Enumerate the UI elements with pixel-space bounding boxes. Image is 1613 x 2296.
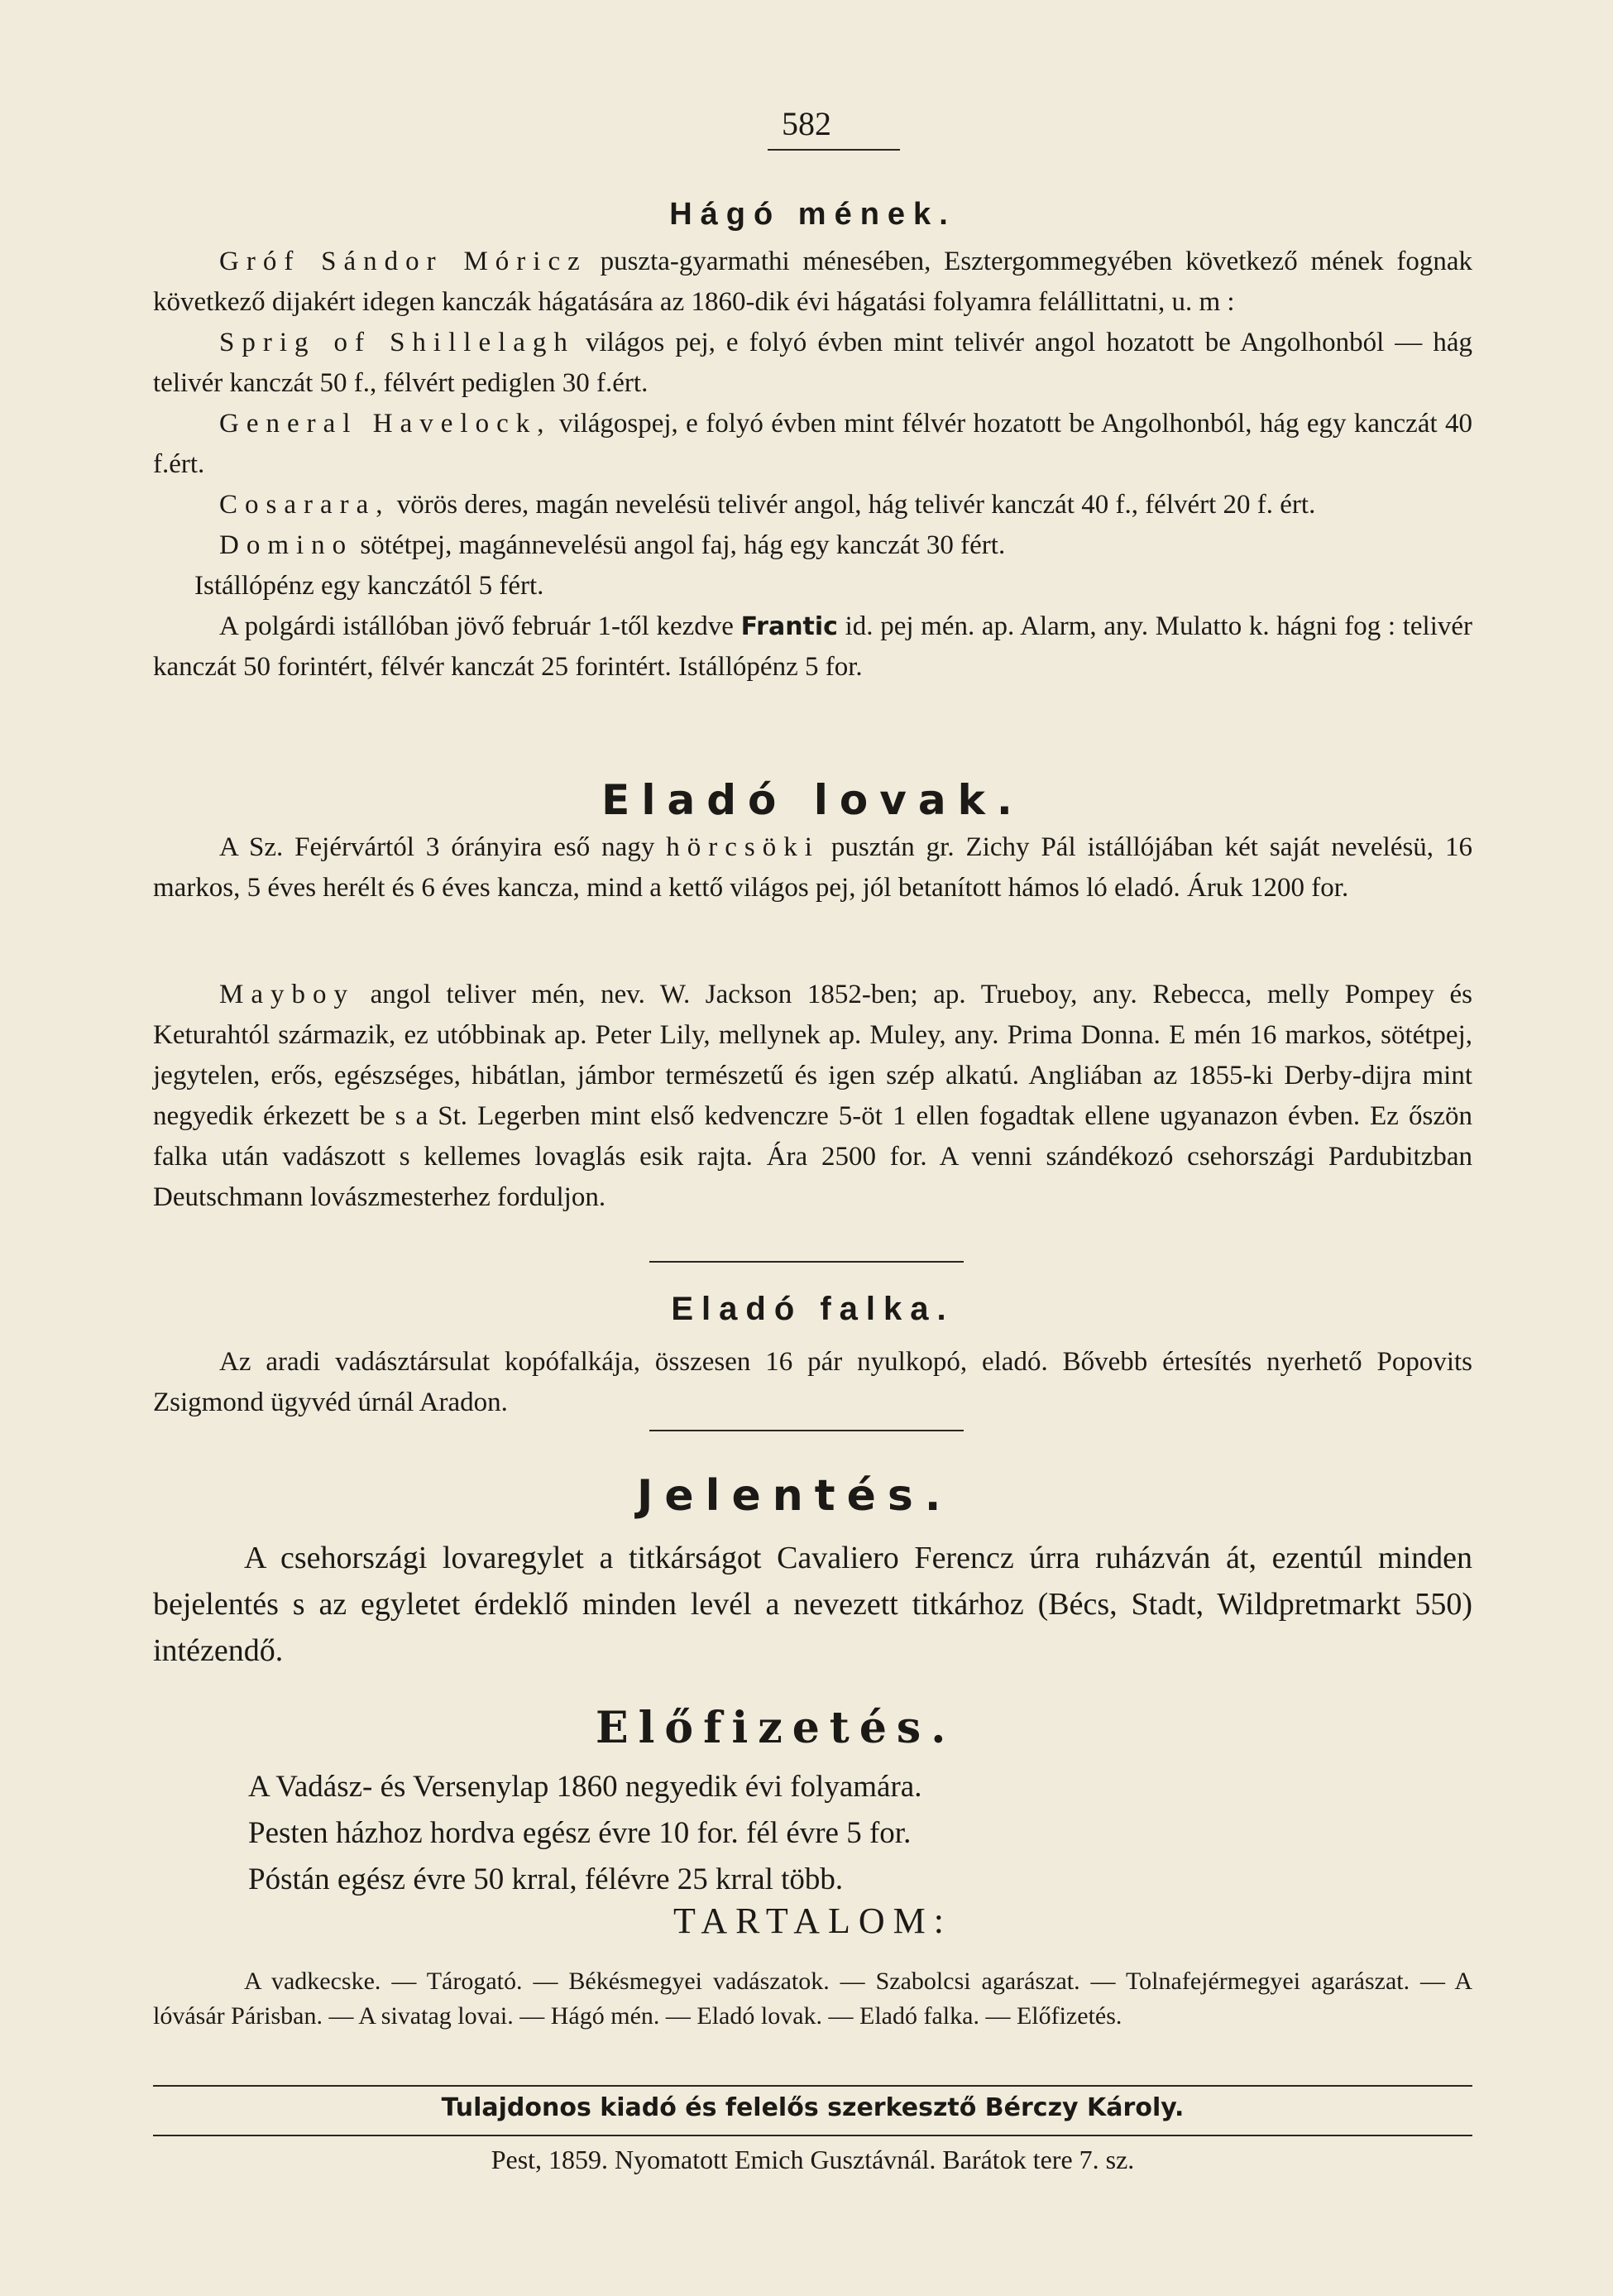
elofizetes-line-3: Póstán egész évre 50 krral, félévre 25 krral több. bbox=[248, 1862, 844, 1896]
lovak-notice-mayboy bbox=[153, 975, 1472, 1218]
horse-name: Mayboy bbox=[219, 980, 355, 1009]
stallion-name: Domino bbox=[219, 530, 354, 560]
section-tartalom bbox=[153, 1964, 1472, 2034]
section-jelentes bbox=[153, 1535, 1472, 1674]
lovak-text-a: A Sz. Fejérvártól 3 órányira eső nagy bbox=[219, 832, 655, 862]
section-hago-menek bbox=[153, 242, 1472, 688]
hago-entry-sprig bbox=[153, 323, 1472, 404]
footer-rule-top bbox=[153, 2085, 1472, 2087]
publisher-credits: Tulajdonos kiadó és felelős szerkesztő Bérczy Károly. bbox=[441, 2093, 1185, 2122]
printer-imprint: Pest, 1859. Nyomatott Emich Gusztávnál. Barátok tere 7. sz. bbox=[491, 2145, 1135, 2174]
hago-intro-text: puszta-gyarmathi ménesében, Esztergommegyében következő mének fognak következő dijakért idegen kanczák hágatására az 1860-dik évi hágatási folyamra felállittatni, u. m : bbox=[153, 247, 1472, 317]
tartalom-list: A vadkecske. — Tárogató. — Békésmegyei vadászatok. — Szabolcsi agarászat. — Tolnafejérmegyei agarászat. — A lóvásár Párisban. — A sivatag lovai. — Hágó mén. — Eladó lovak. — Eladó falka. — Előfizetés. bbox=[153, 1968, 1472, 2030]
place-name: hörcsöki bbox=[666, 832, 820, 862]
lovak-text-b: pusztán gr. Zichy Pál istállójában két saját nevelésü, 16 markos, 5 éves herélt és 6 éves kancza, mind a kettő világos pej, jól betanított hámos ló eladó. Áruk 1200 for. bbox=[153, 832, 1473, 903]
hago-intro bbox=[153, 242, 1472, 323]
lovak-notice-zichy bbox=[153, 827, 1472, 908]
hago-entry-domino bbox=[153, 525, 1472, 566]
stallion-name: General Havelock, bbox=[219, 409, 552, 439]
hago-entry-cosarara bbox=[153, 485, 1472, 525]
section-title-hago-menek: Hágó mének. bbox=[669, 197, 956, 232]
jelentes-text: A csehországi lovaregylet a titkárságot Cavaliero Ferencz úrra ruházván át, ezentúl minden bejelentés s az egyletet érdeklő minden levél a nevezett titkárhoz (Bécs, Stadt, Wildpretmarkt 550) intézendő. bbox=[153, 1541, 1472, 1668]
section-elado-lovak bbox=[153, 827, 1472, 908]
falka-notice: Az aradi vadásztársulat kopófalkája, összesen 16 pár nyulkopó, eladó. Bővebb értesítés nyerhető Popovits Zsigmond ügyvéd úrnál Aradon. bbox=[153, 1347, 1472, 1417]
polgardi-text-b: id. pej mén. ap. Alarm, any. Mulatto k. hágni fog : telivér kanczát 50 forintért, félvér kanczát 25 forintért. Istállópénz 5 for. bbox=[153, 611, 1472, 682]
stallion-name: Sprig of Shillelagh bbox=[219, 328, 575, 357]
section-title-elofizetes: Előfizetés. bbox=[596, 1703, 956, 1753]
hago-owner-name: Gróf Sándor Móricz bbox=[219, 247, 587, 276]
stallion-description: sötétpej, magánnevelésü angol faj, hág egy kanczát 30 fért. bbox=[360, 530, 1006, 560]
stallion-description: világospej, e folyó évben mint félvér hozatott be Angolhonból, hág egy kanczát 40 f.ért. bbox=[153, 409, 1473, 479]
section-title-tartalom: TARTALOM: bbox=[673, 1901, 952, 1941]
footer-rule-bottom bbox=[153, 2135, 1472, 2136]
section-title-elado-lovak: Eladó lovak. bbox=[601, 776, 1024, 824]
stallion-name: Cosarara, bbox=[219, 490, 390, 520]
page-number-rule bbox=[768, 149, 900, 151]
stallion-name-frantic: Frantic bbox=[740, 612, 838, 641]
stallion-description: vörös deres, magán nevelésü telivér angol, hág telivér kanczát 40 f., félvért 20 f. ért. bbox=[396, 490, 1316, 520]
polgardi-text-a: A polgárdi istállóban jövő február 1-től kezdve bbox=[219, 611, 734, 641]
section-elofizetes bbox=[153, 1764, 1472, 1903]
polgardi-notice bbox=[153, 606, 1472, 688]
stallion-description: világos pej, e folyó évben mint telivér angol hozatott be Angolhonból — hág telivér kanczát 50 f., félvért pediglen 30 f.ért. bbox=[153, 328, 1472, 398]
section-title-jelentes: Jelentés. bbox=[637, 1471, 953, 1521]
elofizetes-line-2: Pesten házhoz hordva egész évre 10 for. fél évre 5 for. bbox=[248, 1816, 912, 1850]
elofizetes-line-1: A Vadász- és Versenylap 1860 negyedik évi folyamára. bbox=[248, 1770, 922, 1804]
hago-entry-havelock bbox=[153, 404, 1472, 485]
section-title-elado-falka: Eladó falka. bbox=[671, 1291, 955, 1327]
section-divider bbox=[649, 1261, 964, 1263]
page-number: 582 bbox=[782, 105, 831, 142]
section-elado-falka bbox=[153, 1342, 1472, 1423]
stable-fee: Istállópénz egy kanczától 5 fért. bbox=[194, 571, 544, 601]
section-mayboy bbox=[153, 975, 1472, 1218]
section-divider bbox=[649, 1430, 964, 1431]
mayboy-description: angol teliver mén, nev. W. Jackson 1852-ben; ap. Trueboy, any. Rebecca, melly Pompey és Keturahtól származik, ez utóbbinak ap. Peter Lily, mellynek ap. Muley, any. Prima Donna. E mén 16 markos, sötétpej, jegytelen, erős, egészséges, hibátlan, jámbor természetű és igen szép alkatú. Angliában az 1855-ki Derby-dijra mint negyedik érkezett be s a St. Legerben mint első kedvenczre 5-öt 1 ellen fogadtak ellene ugyanazon évben. Ez őszön falka után vadászott s kellemes lovaglás esik rajta. Ára 2500 for. A venni szándékozó csehországi Pardubitzban Deutschmann lovászmesterhez forduljon. bbox=[153, 980, 1472, 1212]
